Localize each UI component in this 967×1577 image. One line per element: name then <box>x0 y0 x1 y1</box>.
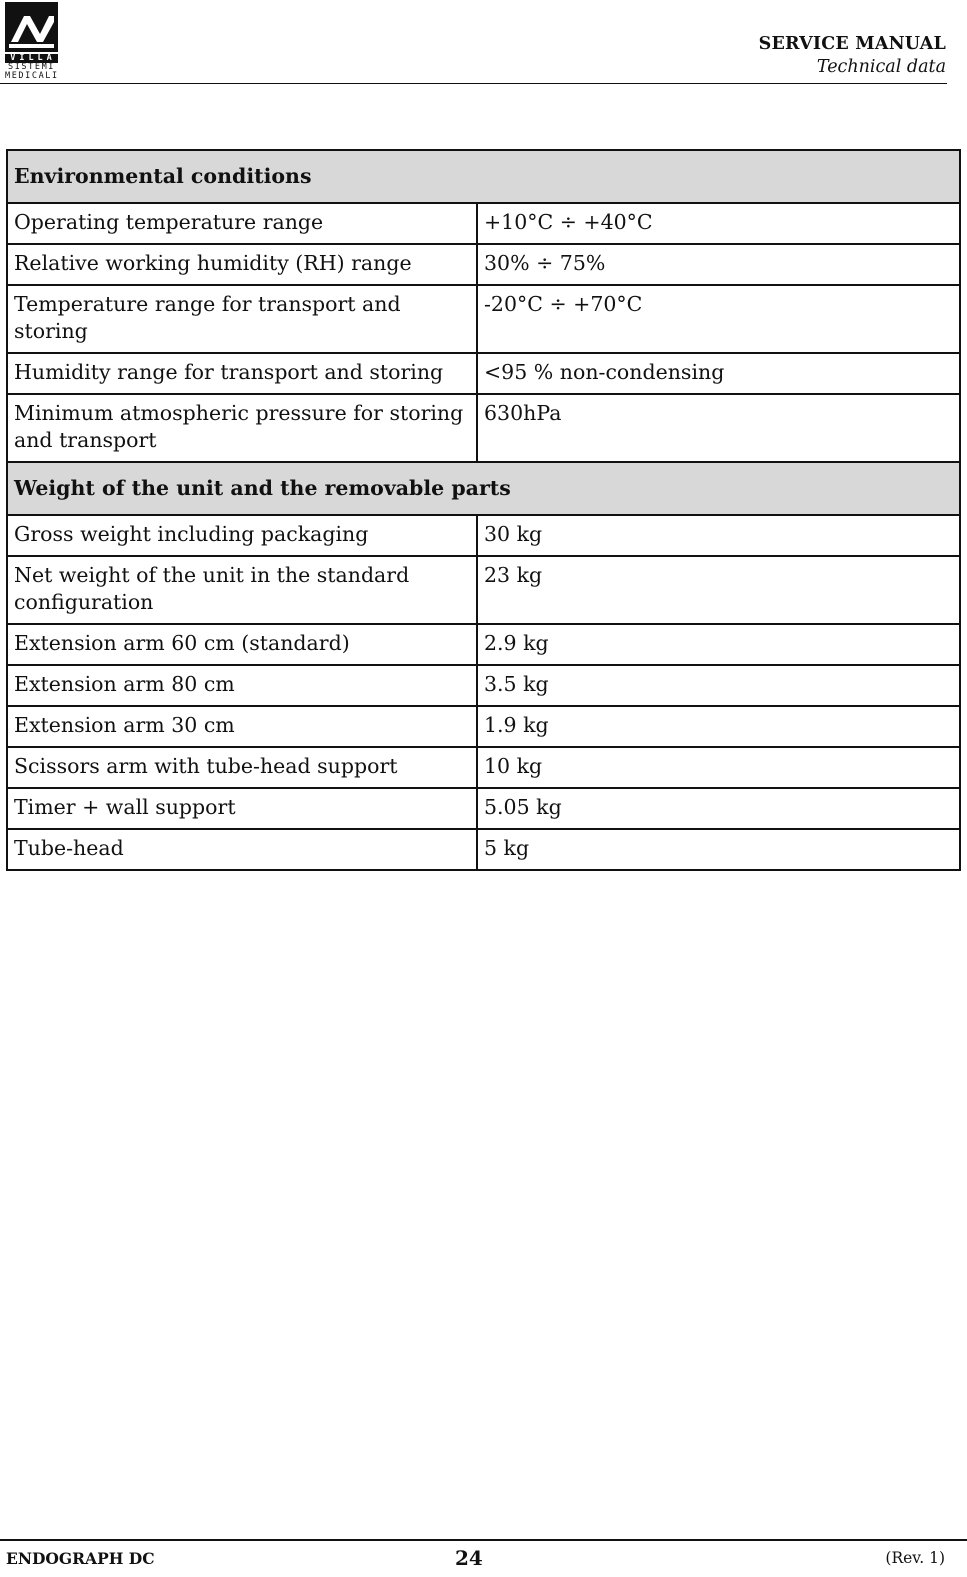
section-title: Weight of the unit and the removable parts <box>7 462 960 515</box>
technical-data-table <box>6 149 961 871</box>
row-value: 30 kg <box>477 515 960 556</box>
table-row <box>7 244 960 285</box>
row-value: 1.9 kg <box>477 706 960 747</box>
header-divider <box>0 83 947 84</box>
table-row <box>7 706 960 747</box>
row-value: 10 kg <box>477 747 960 788</box>
row-label: Net weight of the unit in the standard configuration <box>7 556 477 624</box>
logo-wordmark <box>5 54 58 81</box>
row-value: 630hPa <box>477 394 960 462</box>
table-row <box>7 394 960 462</box>
logo-mark-icon <box>5 2 58 52</box>
logo-word-medicali: MEDICALI <box>5 71 59 81</box>
row-label: Tube-head <box>7 829 477 870</box>
table-row <box>7 747 960 788</box>
table-row <box>7 353 960 394</box>
footer-product-name: ENDOGRAPH DC <box>6 1549 155 1568</box>
row-label: Extension arm 60 cm (standard) <box>7 624 477 665</box>
row-value: <95 % non-condensing <box>477 353 960 394</box>
document-header <box>759 33 946 79</box>
row-value: -20°C ÷ +70°C <box>477 285 960 353</box>
row-value: 5 kg <box>477 829 960 870</box>
manual-title: SERVICE MANUAL <box>758 34 946 54</box>
row-label: Extension arm 30 cm <box>7 706 477 747</box>
footer-revision: (Rev. 1) <box>885 1549 945 1567</box>
table-row <box>7 788 960 829</box>
row-value: 23 kg <box>477 556 960 624</box>
row-label: Gross weight including packaging <box>7 515 477 556</box>
row-value: 30% ÷ 75% <box>477 244 960 285</box>
page-number: 24 <box>455 1546 483 1570</box>
row-value: 3.5 kg <box>477 665 960 706</box>
table-row <box>7 285 960 353</box>
table-row <box>7 203 960 244</box>
footer-divider <box>0 1539 967 1541</box>
row-label: Humidity range for transport and storing <box>7 353 477 394</box>
row-label: Temperature range for transport and storing <box>7 285 477 353</box>
row-label: Operating temperature range <box>7 203 477 244</box>
row-label: Timer + wall support <box>7 788 477 829</box>
row-value: +10°C ÷ +40°C <box>477 203 960 244</box>
row-value: 2.9 kg <box>477 624 960 665</box>
row-label: Scissors arm with tube-head support <box>7 747 477 788</box>
section-header-row <box>7 462 960 515</box>
row-value: 5.05 kg <box>477 788 960 829</box>
table-row <box>7 624 960 665</box>
company-logo <box>5 2 58 82</box>
table-row <box>7 515 960 556</box>
table-row <box>7 556 960 624</box>
row-label: Extension arm 80 cm <box>7 665 477 706</box>
logo-word-sistemi: SISTEMI <box>7 62 56 72</box>
section-title: Environmental conditions <box>7 150 960 203</box>
logo-word-villa: VILLA <box>5 54 58 63</box>
table-row <box>7 665 960 706</box>
row-label: Minimum atmospheric pressure for storing and transport <box>7 394 477 462</box>
section-subtitle: Technical data <box>816 57 946 77</box>
row-label: Relative working humidity (RH) range <box>7 244 477 285</box>
section-header-row <box>7 150 960 203</box>
table-row <box>7 829 960 870</box>
